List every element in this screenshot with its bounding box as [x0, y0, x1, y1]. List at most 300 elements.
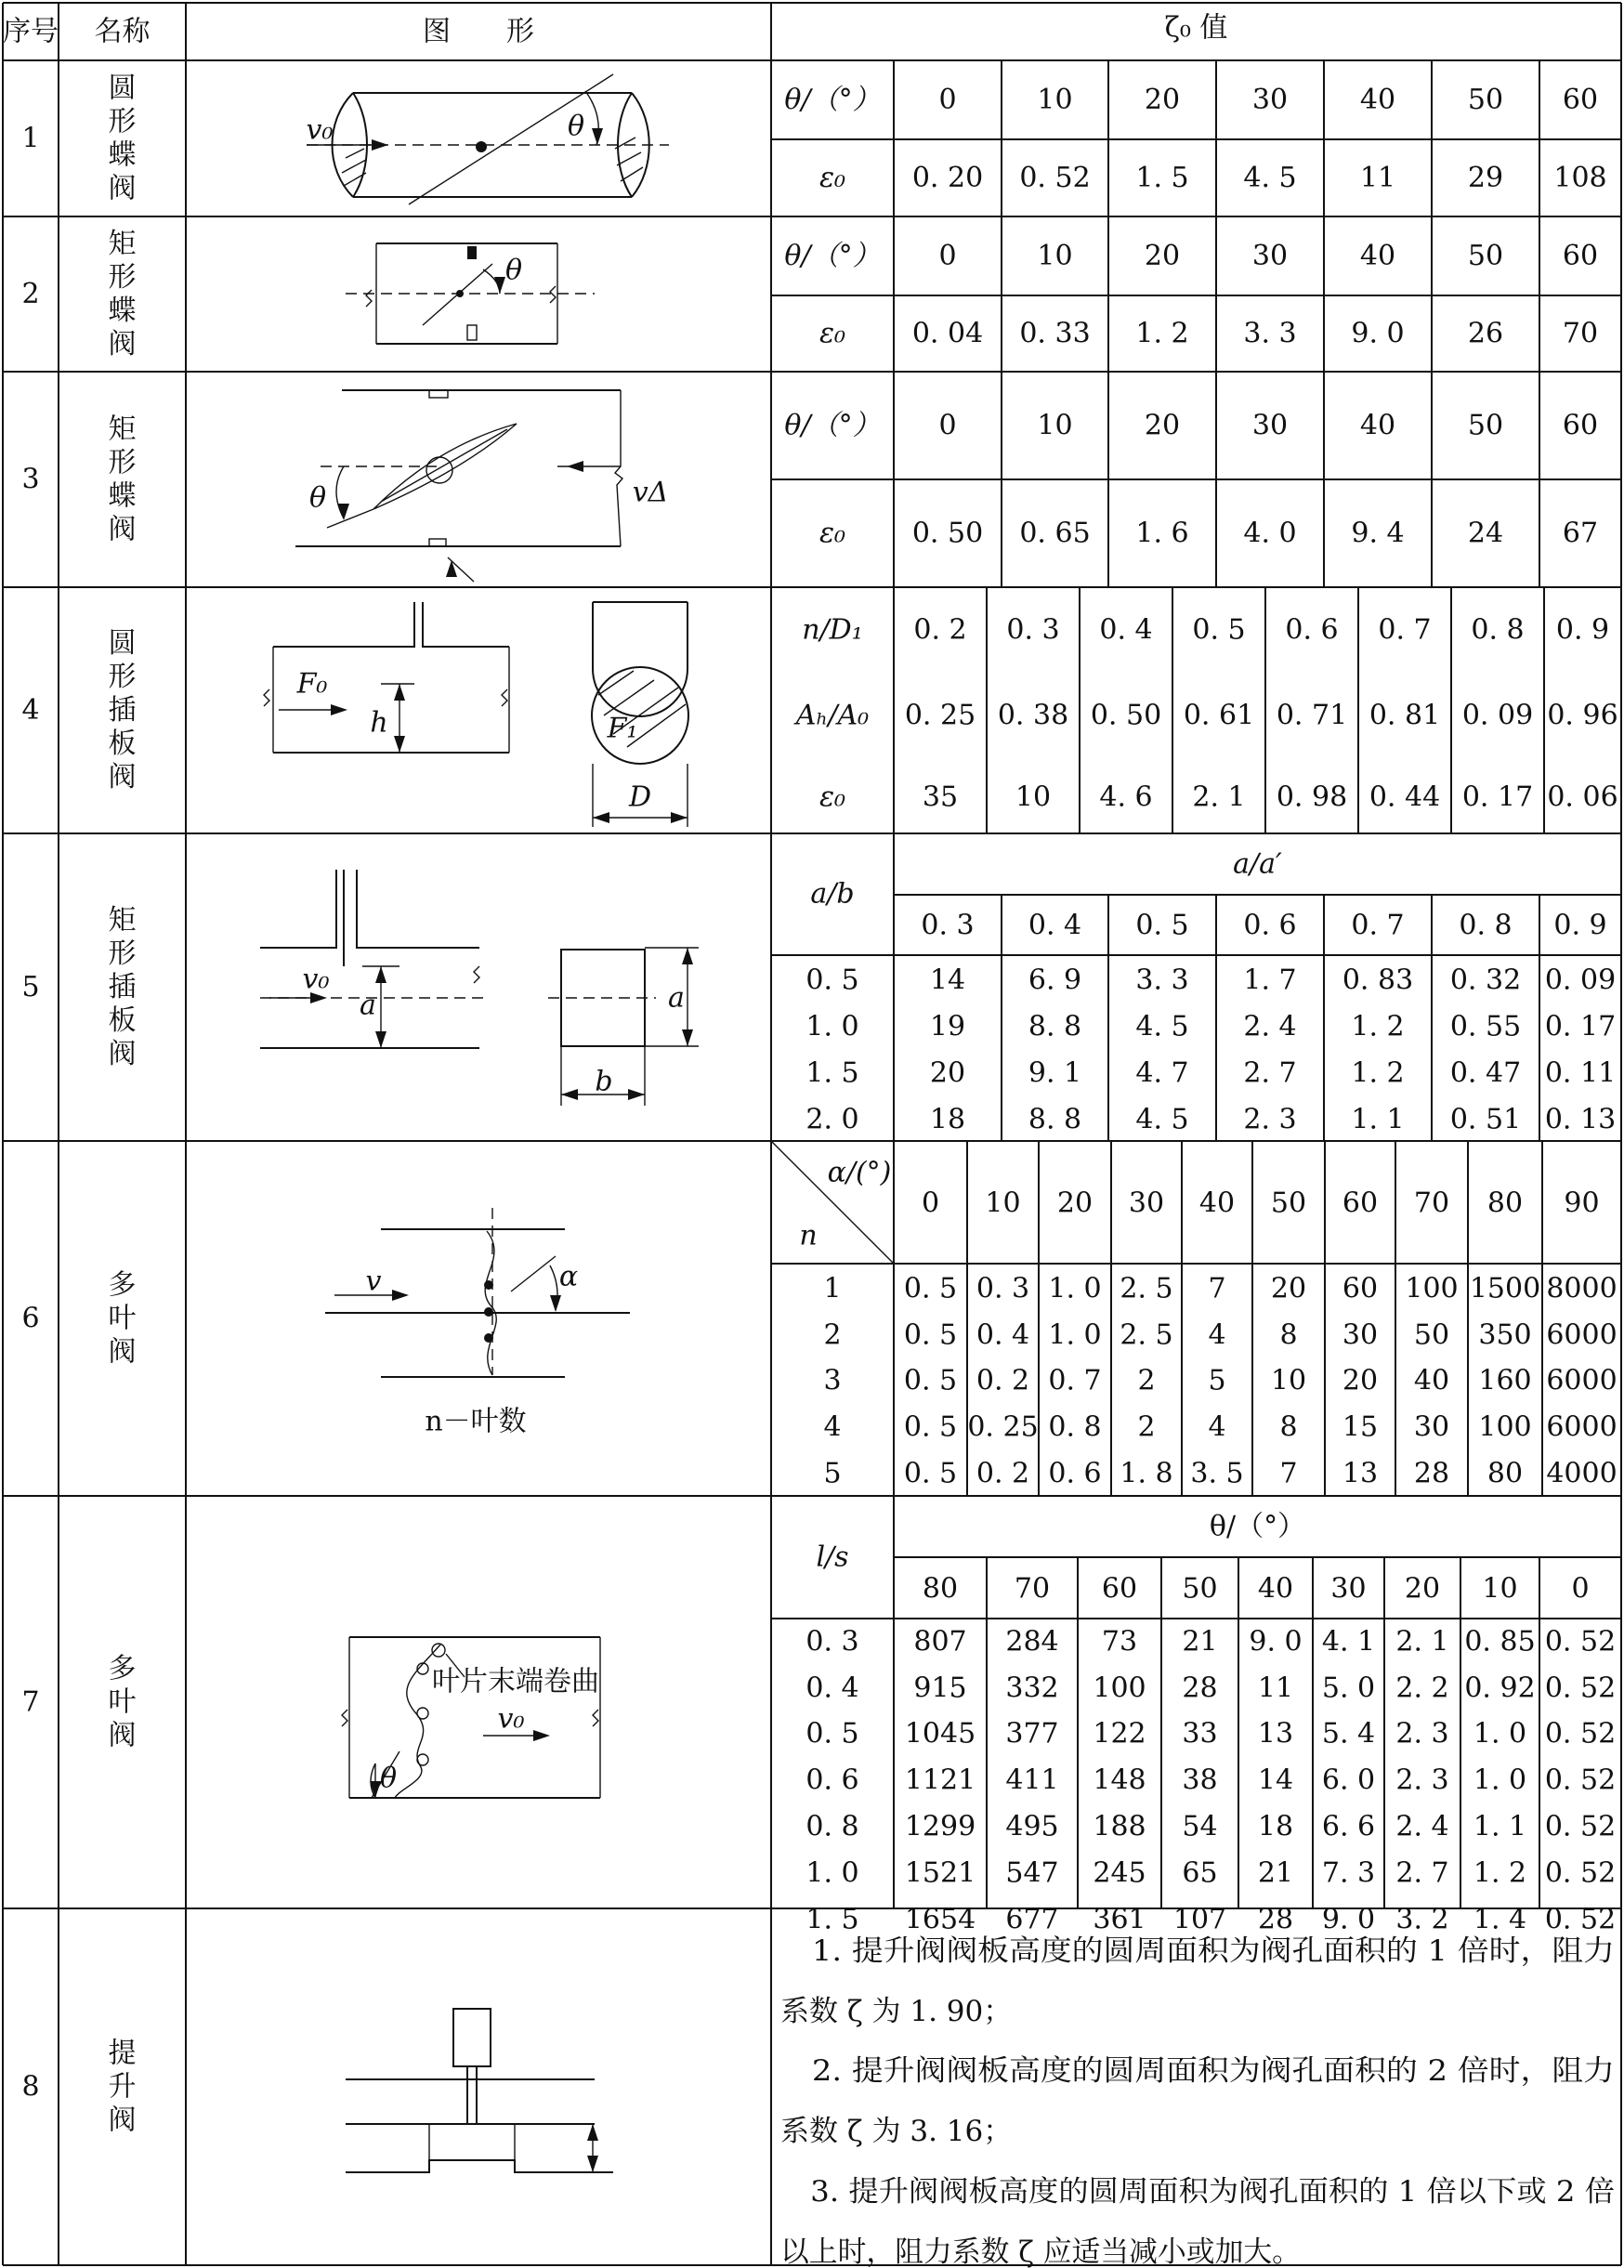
damper-seat-icon: [467, 325, 477, 340]
table-cell: 0. 5: [903, 1364, 958, 1397]
table-cell: 0. 65: [1019, 517, 1091, 550]
table-cell: 9. 4: [1351, 517, 1405, 550]
table-cell: 21: [1257, 1856, 1294, 1890]
blade-extension: [327, 509, 373, 528]
table-cell: 1. 0: [1473, 1763, 1527, 1797]
diagonal-header-top: α/(°): [827, 1156, 892, 1189]
blade-line: [511, 1256, 556, 1291]
table-cell: 160: [1478, 1364, 1532, 1397]
table-cell: 1. 0: [1473, 1717, 1527, 1750]
table-cell: 0. 71: [1276, 699, 1348, 732]
break-mark: [593, 1710, 598, 1726]
table-cell: ε₀: [819, 780, 846, 814]
table-cell: 30: [1251, 409, 1289, 442]
table-cell: 0. 5: [903, 1410, 958, 1444]
table-cell: θ/（°）: [784, 240, 881, 272]
table-cell: 3. 3: [1243, 317, 1297, 350]
dim-arrow-icon: [593, 812, 609, 823]
table-cell: 2. 5: [1120, 1272, 1173, 1305]
angle-arrow-icon: [494, 277, 505, 294]
valve-name-char: 形: [108, 937, 137, 970]
table-cell: 1. 0: [1048, 1272, 1102, 1305]
table-cell: 2. 5: [1120, 1318, 1173, 1352]
table-cell: 0. 85: [1464, 1625, 1536, 1658]
valve-name-char: 圆: [108, 72, 137, 105]
table-cell: 0. 8: [1471, 613, 1525, 647]
valve-name-char: 圆: [108, 627, 137, 660]
table-cell: 1. 2: [1473, 1856, 1527, 1890]
duct-break: [615, 390, 622, 546]
table-cell: 547: [1005, 1856, 1059, 1890]
blade-pivot-icon: [417, 1754, 428, 1765]
table-cell: ε₀: [819, 162, 846, 194]
valve-name-char: 矩: [108, 228, 137, 260]
table-cell: 0. 81: [1369, 699, 1441, 732]
table-cell: 2. 3: [1243, 1103, 1297, 1136]
break-mark: [342, 1710, 347, 1726]
shaft-dot-icon: [456, 290, 464, 297]
table-cell: 0. 5: [805, 1717, 859, 1750]
angle-label: θ: [567, 110, 585, 143]
damper-seat-icon: [467, 246, 477, 259]
table-cell: 28: [1413, 1457, 1450, 1490]
header-seq: 序号: [3, 15, 59, 48]
table-cell: θ/（°）: [784, 84, 881, 116]
table-cell: 8: [1279, 1410, 1298, 1444]
table-cell: 0. 11: [1544, 1056, 1617, 1090]
table-cell: 332: [1005, 1672, 1059, 1705]
valve-name-char: 阀: [108, 1038, 137, 1070]
height-label: a: [668, 981, 685, 1015]
column-header: 0. 8: [1459, 909, 1513, 942]
table-cell: 4. 5: [1135, 1103, 1189, 1136]
table-cell: 0. 47: [1449, 1056, 1522, 1090]
table-cell: 0. 33: [1019, 317, 1091, 350]
valve-name-char: 阀: [108, 328, 137, 361]
valve-name-char: 蝶: [108, 295, 137, 327]
table-cell: 5: [1208, 1364, 1226, 1397]
table-cell: 4000: [1546, 1457, 1617, 1490]
opening-label: a: [360, 989, 376, 1022]
table-cell: 13: [1342, 1457, 1379, 1490]
table-cell: 245: [1093, 1856, 1146, 1890]
hatch: [342, 149, 366, 186]
header-zeta: ζ₀ 值: [1164, 11, 1228, 45]
table-cell: 1. 0: [805, 1010, 859, 1043]
table-cell: 807: [913, 1625, 967, 1658]
table-cell: 60: [1562, 409, 1599, 442]
angle-arrow-icon: [550, 1295, 561, 1312]
table-cell: 0. 04: [911, 317, 984, 350]
table-cell: 40: [1359, 84, 1396, 116]
table-cell: 10: [1037, 409, 1073, 442]
table-cell: 2: [823, 1318, 842, 1352]
table-cell: 2. 7: [1243, 1056, 1297, 1090]
table-cell: 2. 0: [805, 1103, 859, 1136]
angle-arrow-icon: [592, 128, 603, 145]
table-cell: 20: [1270, 1272, 1307, 1305]
column-header: 40: [1198, 1186, 1236, 1220]
table-cell: 0. 8: [805, 1810, 859, 1843]
table-cell: 7: [1208, 1272, 1226, 1305]
column-header: 70: [1413, 1186, 1450, 1220]
table-cell: 0. 13: [1544, 1103, 1617, 1136]
blade-pivot-icon: [484, 1307, 493, 1317]
table-cell: 1. 8: [1120, 1457, 1173, 1490]
table-cell: 4: [1208, 1410, 1226, 1444]
blade-pivot-icon: [417, 1708, 428, 1719]
table-cell: 100: [1405, 1272, 1459, 1305]
table-cell: 0. 52: [1544, 1856, 1617, 1890]
table-cell: 29: [1467, 162, 1504, 194]
leader-arrow-icon: [446, 560, 457, 577]
table-cell: 2. 1: [1192, 780, 1246, 814]
blade-tip-label: 叶片末端卷曲: [432, 1665, 599, 1698]
table-cell: 1. 5: [805, 1056, 859, 1090]
table-cell: 100: [1478, 1410, 1532, 1444]
table-cell: 0. 52: [1544, 1810, 1617, 1843]
table-cell: 4: [1208, 1318, 1226, 1352]
shaft-dot-icon: [476, 141, 487, 152]
table-cell: 20: [929, 1056, 966, 1090]
valve-name-char: 阀: [108, 2104, 137, 2137]
table-cell: 0. 51: [1449, 1103, 1522, 1136]
row-number: 8: [21, 2070, 40, 2104]
table-cell: 4. 7: [1135, 1056, 1189, 1090]
column-header: 50: [1182, 1572, 1218, 1606]
table-cell: 2. 3: [1395, 1763, 1449, 1797]
table-cell: 40: [1359, 409, 1396, 442]
break-mark: [474, 966, 479, 983]
table-cell: θ/（°）: [784, 409, 881, 442]
table-cell: 54: [1182, 1810, 1218, 1843]
valve-name-char: 升: [108, 2070, 137, 2104]
header-figure: 图 形: [423, 15, 534, 48]
column-header: 90: [1564, 1186, 1600, 1220]
row-number: 5: [21, 971, 40, 1003]
shaft-circle-icon: [426, 457, 452, 483]
table-cell: 0. 96: [1547, 699, 1618, 732]
column-header: 0. 4: [1028, 909, 1082, 942]
table-cell: 1521: [904, 1856, 976, 1890]
valve-blades: [485, 1231, 496, 1375]
table-cell: 4. 5: [1243, 162, 1297, 194]
table-cell: 0. 52: [1544, 1672, 1617, 1705]
valve-name-char: 插: [108, 694, 137, 727]
note-line: 系数 ζ 为 1. 90；: [780, 1995, 1013, 2028]
column-header: 70: [1014, 1572, 1051, 1606]
valve-name-char: 阀: [108, 172, 137, 205]
break-mark: [502, 689, 507, 706]
flow-arrow-icon: [372, 139, 388, 151]
table-cell: 26: [1467, 317, 1504, 350]
table-cell: 7. 3: [1321, 1856, 1376, 1890]
table-cell: 3. 5: [1190, 1457, 1244, 1490]
table-text: [3, 12, 1618, 2268]
table-cell: 0: [938, 240, 957, 272]
width-label: b: [595, 1065, 613, 1098]
table-cell: 6000: [1546, 1318, 1617, 1352]
dim-arrow-icon: [628, 1089, 645, 1100]
table-cell: 0. 32: [1449, 964, 1522, 997]
row-header-a-b: a/b: [810, 877, 855, 911]
table-cell: 0. 6: [805, 1763, 859, 1797]
table-cell: 495: [1005, 1810, 1059, 1843]
table-cell: 10: [1015, 780, 1052, 814]
blade-pivot-icon: [484, 1280, 493, 1290]
valve-name-char: 插: [108, 971, 137, 1003]
table-cell: 24: [1467, 517, 1504, 550]
table-cell: 2: [1137, 1410, 1156, 1444]
table-cell: 50: [1467, 409, 1504, 442]
table-cell: 0. 4: [976, 1318, 1030, 1352]
table-cell: 4. 1: [1321, 1625, 1376, 1658]
table-cell: 1. 0: [805, 1856, 859, 1890]
table-cell: 28: [1182, 1672, 1218, 1705]
table-cell: 13: [1257, 1717, 1294, 1750]
table-cell: 67: [1562, 517, 1599, 550]
valve-name-char: 矩: [108, 413, 137, 446]
table-cell: 7: [1279, 1457, 1298, 1490]
table-cell: 6. 6: [1321, 1810, 1376, 1843]
note-line: 1. 提升阀阀板高度的圆周面积为阀孔面积的 1 倍时，阻力: [780, 1934, 1615, 1968]
column-header: 20: [1404, 1572, 1441, 1606]
table-cell: 0. 4: [1099, 613, 1153, 647]
table-cell: 1. 2: [1351, 1056, 1405, 1090]
table-cell: 19: [929, 1010, 966, 1043]
table-cell: 50: [1467, 84, 1504, 116]
row-number: 3: [21, 463, 40, 496]
table-cell: 677: [1005, 1903, 1059, 1936]
dim-arrow-icon: [375, 1031, 386, 1048]
valve-name-char: 提: [108, 2037, 137, 2070]
row-number: 1: [21, 122, 40, 155]
table-cell: 20: [1144, 409, 1181, 442]
column-header: 0. 9: [1553, 909, 1607, 942]
valve-name-char: 多: [108, 1268, 137, 1302]
table-cell: 20: [1144, 84, 1181, 116]
table-cell: 0. 98: [1276, 780, 1348, 814]
table-cell: 38: [1182, 1763, 1218, 1797]
table-cell: 10: [1270, 1364, 1307, 1397]
table-cell: 0. 52: [1544, 1625, 1617, 1658]
table-cell: 1654: [904, 1903, 976, 1936]
row-number: 2: [21, 278, 40, 310]
table-cell: 60: [1562, 84, 1599, 116]
table-cell: 6. 0: [1321, 1763, 1376, 1797]
valve-name-char: 板: [108, 728, 137, 760]
table-cell: 40: [1413, 1364, 1450, 1397]
note-line: 2. 提升阀阀板高度的圆周面积为阀孔面积的 2 倍时，阻力: [780, 2054, 1615, 2088]
diameter-label: D: [628, 780, 652, 814]
angle-label: θ: [504, 254, 523, 287]
table-cell: 0. 50: [1090, 699, 1162, 732]
table-cell: 40: [1359, 240, 1396, 272]
table-cell: 50: [1413, 1318, 1450, 1352]
table-cell: 100: [1093, 1672, 1146, 1705]
column-header: 80: [922, 1572, 959, 1606]
table-cell: 10: [1037, 84, 1073, 116]
valve-name-char: 蝶: [108, 479, 137, 513]
table-cell: Aₕ/A₀: [795, 699, 870, 732]
damper-seat-icon: [429, 390, 448, 398]
blade-pivot-icon: [484, 1333, 493, 1343]
table-cell: 60: [1562, 240, 1599, 272]
table-cell: 0. 50: [911, 517, 984, 550]
valve-name-char: 形: [108, 261, 137, 294]
column-header: 40: [1257, 1572, 1294, 1606]
note-line: 以上时，阻力系数 ζ 应适当减小或加大。: [780, 2235, 1301, 2268]
flow-label: F₀: [296, 667, 328, 701]
table-cell: 1045: [904, 1717, 976, 1750]
valve-stem: [467, 2066, 477, 2124]
table-cell: 14: [929, 964, 966, 997]
break-mark: [550, 286, 556, 303]
column-header: 0: [1571, 1572, 1590, 1606]
dim-arrow-icon: [587, 2124, 598, 2141]
table-cell: 3. 2: [1395, 1903, 1449, 1936]
table-cell: 0. 4: [805, 1672, 859, 1705]
valve-name-char: 多: [108, 1652, 137, 1685]
valve-body: [346, 2160, 613, 2172]
table-cell: 1. 5: [805, 1903, 859, 1936]
valve-name-char: 阀: [108, 761, 137, 793]
velocity-label: v₀: [306, 113, 334, 147]
table-cell: 0. 25: [967, 1410, 1039, 1444]
table-cell: 4. 5: [1135, 1010, 1189, 1043]
table-cell: 1500: [1469, 1272, 1541, 1305]
flow-arrow-icon: [392, 1290, 409, 1301]
table-cell: 0: [938, 84, 957, 116]
table-cell: 30: [1251, 84, 1289, 116]
flow-arrow-icon: [533, 1730, 550, 1741]
table-cell: 108: [1553, 162, 1607, 194]
flow-arrow-icon: [567, 461, 583, 472]
column-header: 60: [1101, 1572, 1138, 1606]
table-cell: 8. 8: [1028, 1010, 1082, 1043]
table-cell: 65: [1182, 1856, 1218, 1890]
table-cell: 11: [1257, 1672, 1294, 1705]
table-cell: 1. 1: [1473, 1810, 1527, 1843]
table-cell: 9. 0: [1351, 317, 1405, 350]
table-cell: 0: [938, 409, 957, 442]
table-cell: 11: [1359, 162, 1396, 194]
table-cell: 35: [922, 780, 959, 814]
table-cell: 0. 6: [1048, 1457, 1102, 1490]
table-cell: 0. 44: [1369, 780, 1441, 814]
column-header: 30: [1330, 1572, 1367, 1606]
table-cell: 0. 3: [1006, 613, 1060, 647]
valve-name-char: 阀: [108, 513, 137, 546]
angle-label: α: [558, 1260, 579, 1293]
table-cell: 0. 7: [1378, 613, 1432, 647]
table-cell: 6. 9: [1028, 964, 1082, 997]
dim-arrow-icon: [682, 1029, 693, 1046]
table-cell: 2. 1: [1395, 1625, 1449, 1658]
valve-name-char: 板: [108, 1004, 137, 1037]
table-cell: 1. 2: [1135, 317, 1189, 350]
table-cell: 1: [823, 1272, 842, 1305]
dim-arrow-icon: [394, 684, 405, 701]
table-cell: 0. 7: [1048, 1364, 1102, 1397]
table-cell: 0. 17: [1461, 780, 1534, 814]
column-group-theta: θ/（°）: [1209, 1510, 1306, 1543]
table-cell: 0. 5: [1192, 613, 1246, 647]
table-cell: 0. 09: [1461, 699, 1534, 732]
note-line: 3. 提升阀阀板高度的圆周面积为阀孔面积的 1 倍以下或 2 倍: [780, 2175, 1615, 2209]
column-header: 0. 5: [1135, 909, 1189, 942]
table-cell: 0. 52: [1544, 1717, 1617, 1750]
table-cell: 0. 17: [1544, 1010, 1617, 1043]
column-header: 20: [1056, 1186, 1094, 1220]
valve-name-char: 矩: [108, 904, 137, 937]
table-cell: 0. 52: [1544, 1903, 1617, 1936]
table-cell: 411: [1005, 1763, 1059, 1797]
column-header: 0. 6: [1243, 909, 1297, 942]
table-cell: 284: [1005, 1625, 1059, 1658]
table-cell: 0. 38: [997, 699, 1069, 732]
table-cell: 3. 3: [1135, 964, 1189, 997]
table-cell: 107: [1172, 1903, 1227, 1936]
duct-wall-top: [260, 870, 479, 948]
table-cell: 1. 4: [1473, 1903, 1527, 1936]
table-cell: 50: [1467, 240, 1504, 272]
valve-name-char: 形: [108, 661, 137, 693]
table-cell: 28: [1257, 1903, 1294, 1936]
valve-actuator-icon: [453, 2009, 491, 2066]
table-cell: 0. 92: [1464, 1672, 1536, 1705]
table-cell: 0. 20: [911, 162, 984, 194]
table-cell: 188: [1093, 1810, 1146, 1843]
table-cell: 5. 0: [1321, 1672, 1376, 1705]
table-cell: 0. 61: [1183, 699, 1255, 732]
table-cell: 1. 0: [1048, 1318, 1102, 1352]
table-cell: 2: [1137, 1364, 1156, 1397]
table-cell: 60: [1342, 1272, 1379, 1305]
table-cell: n/D₁: [802, 613, 863, 647]
table-cell: 1121: [904, 1763, 976, 1797]
velocity-label: v₀: [302, 963, 330, 996]
angle-label: θ: [379, 1762, 398, 1795]
table-cell: 10: [1037, 240, 1073, 272]
table-cell: 2. 7: [1395, 1856, 1449, 1890]
dim-arrow-icon: [587, 2156, 598, 2172]
valve-name-char: 叶: [108, 1685, 137, 1719]
blade-tip-curl-icon: [432, 1644, 445, 1657]
table-cell: 0. 09: [1544, 964, 1617, 997]
table-cell: 1299: [904, 1810, 976, 1843]
blade-chord: [381, 429, 507, 502]
table-cell: 0. 9: [1555, 613, 1610, 647]
table-cell: 6000: [1546, 1410, 1617, 1444]
valve-name-char: 阀: [108, 1719, 137, 1752]
header-name: 名称: [94, 15, 151, 48]
figures: [260, 74, 699, 2172]
dim-arrow-icon: [671, 812, 688, 823]
table-cell: 5: [823, 1457, 842, 1490]
table-cell: 148: [1093, 1763, 1146, 1797]
table-cell: 1. 2: [1351, 1010, 1405, 1043]
table-cell: 4: [823, 1410, 842, 1444]
table-cell: 0. 8: [1048, 1410, 1102, 1444]
column-header: 0. 7: [1351, 909, 1405, 942]
valve-name-char: 形: [108, 105, 137, 138]
table-cell: 2. 4: [1395, 1810, 1449, 1843]
diagonal-header-bottom: n: [799, 1219, 818, 1252]
table-cell: 21: [1182, 1625, 1218, 1658]
table-cell: 1. 6: [1135, 517, 1189, 550]
table-cell: 0. 06: [1547, 780, 1618, 814]
